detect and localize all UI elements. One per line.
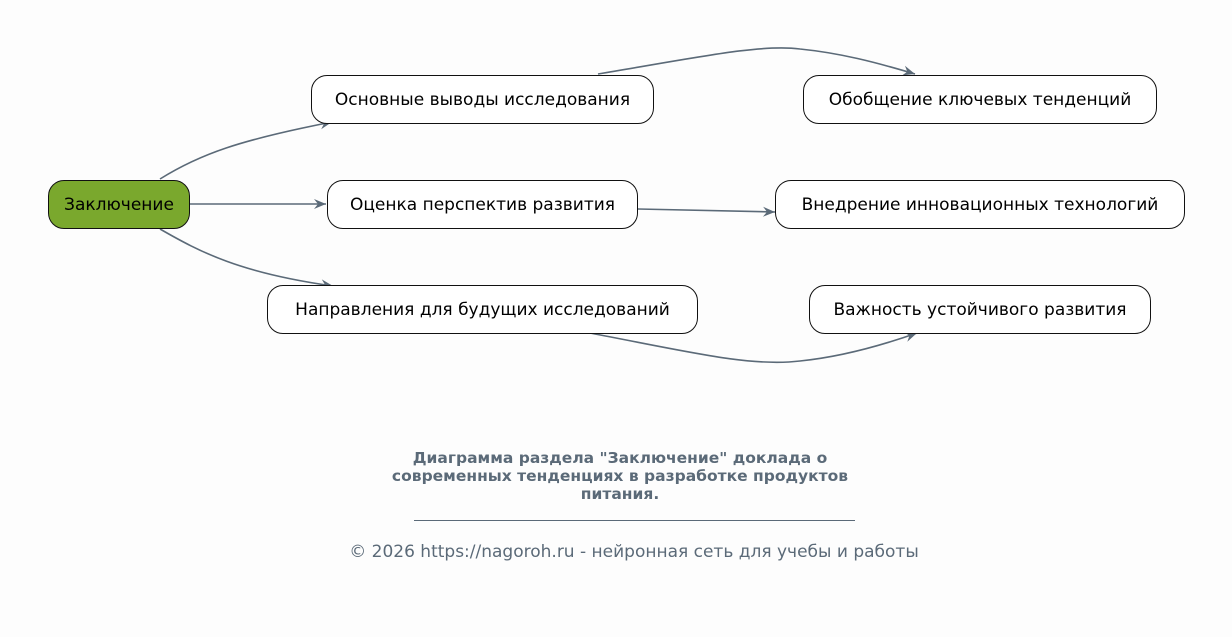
node-directions-label: Направления для будущих исследований xyxy=(295,299,670,320)
node-perspectives-label: Оценка перспектив развития xyxy=(349,194,616,215)
node-perspectives xyxy=(327,180,638,229)
node-sustainability-label: Важность устойчивого развития xyxy=(833,299,1127,320)
edge-root-to-directions xyxy=(160,229,333,286)
node-innovation xyxy=(775,180,1185,229)
caption-divider xyxy=(414,520,855,521)
node-conclusions xyxy=(311,75,654,124)
edge-directions-to-sustainability xyxy=(590,333,917,362)
node-root-label: Заключение xyxy=(64,194,174,215)
edge-perspectives-to-innovation xyxy=(638,209,775,212)
node-innovation-label: Внедрение инновационных технологий xyxy=(801,194,1159,215)
node-sustainability xyxy=(809,285,1151,334)
edge-root-to-conclusions xyxy=(160,122,332,179)
caption-line-2: современных тенденциях в разработке продуктов xyxy=(391,467,849,485)
node-conclusions-label: Основные выводы исследования xyxy=(334,89,631,110)
node-trends xyxy=(803,75,1157,124)
node-trends-label: Обобщение ключевых тенденций xyxy=(828,89,1132,110)
caption-line-1: Диаграмма раздела "Заключение" доклада о xyxy=(412,449,828,467)
footer-copyright: © 2026 https://nagoroh.ru - нейронная сеть для учебы и работы xyxy=(349,542,919,562)
caption-line-3: питания. xyxy=(580,485,660,503)
node-directions xyxy=(267,285,698,334)
diagram-caption xyxy=(340,449,900,503)
edge-conclusions-to-trends xyxy=(598,48,915,74)
node-root xyxy=(48,180,190,229)
